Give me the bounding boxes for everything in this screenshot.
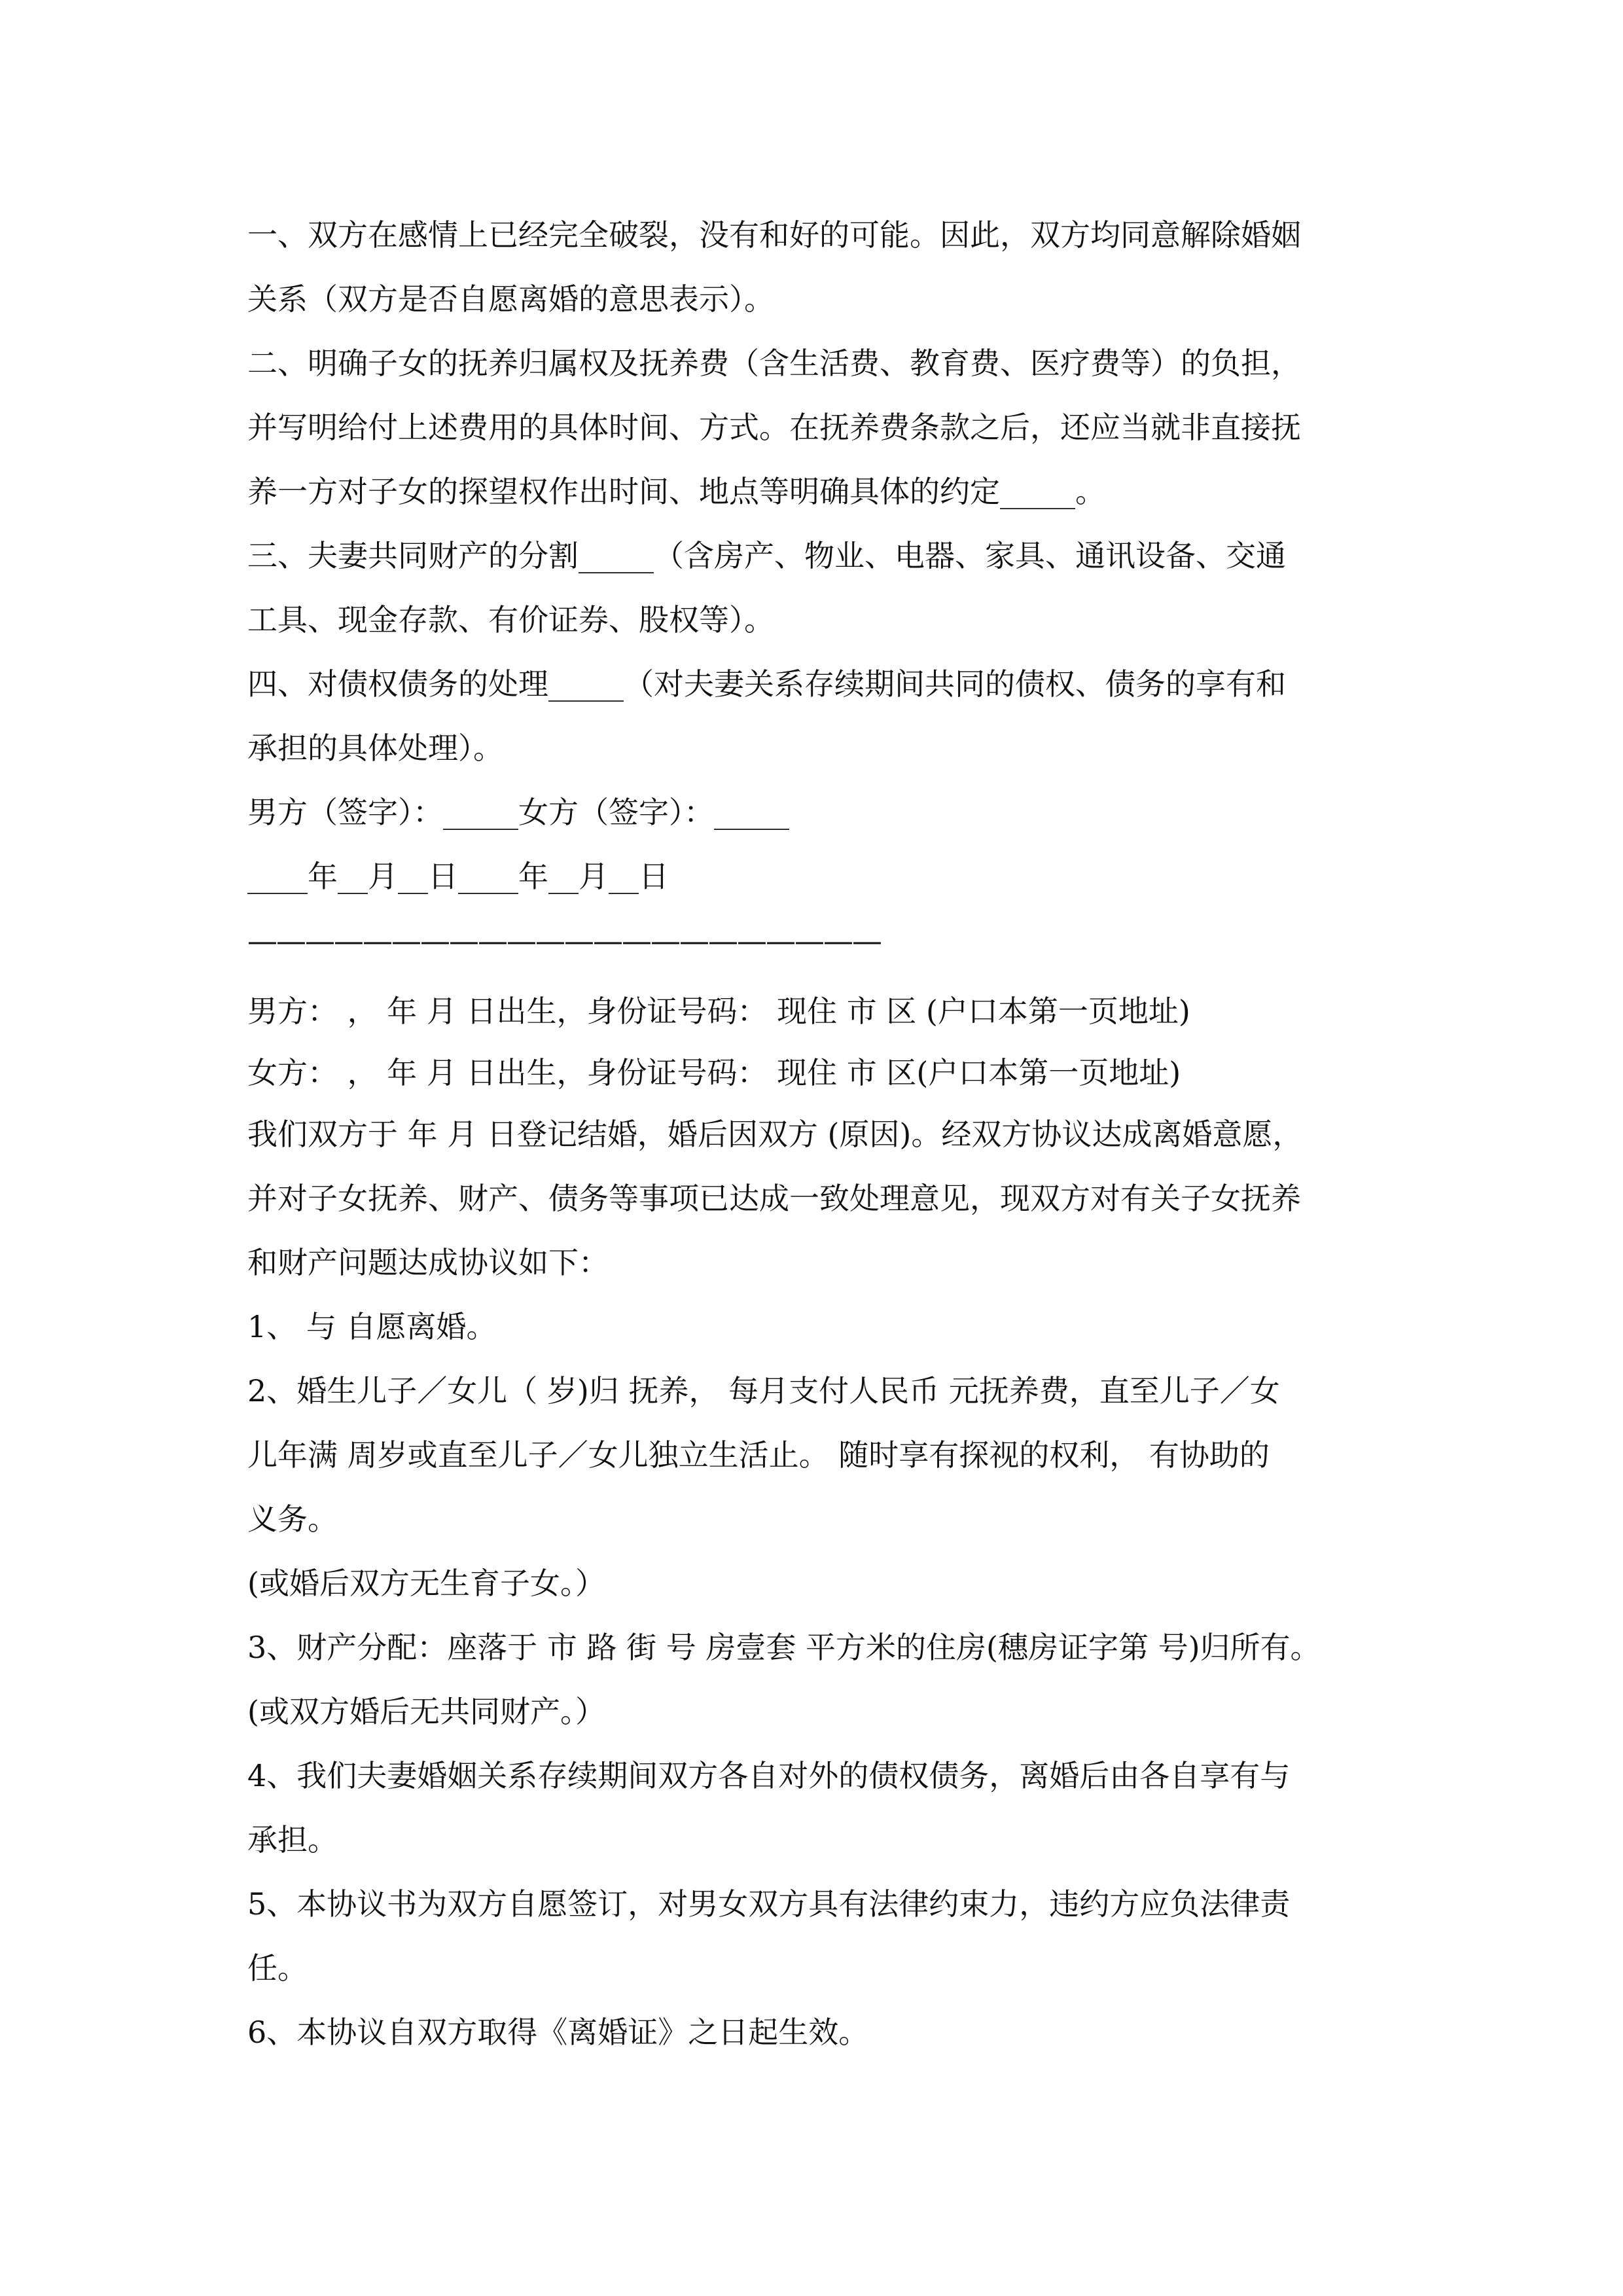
clause-line: 儿年满 周岁或直至儿子／女儿独立生活止。 随时享有探视的权利， 有协助的: [247, 1437, 1270, 1473]
clause-line: 4、我们夫妻婚姻关系存续期间双方各自对外的债权债务，离婚后由各自享有与: [247, 1758, 1291, 1793]
clause-line: (或婚后双方无生育子女。）: [247, 1566, 605, 1601]
clause-line: (或双方婚后无共同财产。）: [247, 1694, 605, 1729]
paragraph-line: 承担的具体处理）。: [247, 730, 503, 766]
clause-line: 3、财产分配：座落于 市 路 街 号 房壹套 平方米的住房(穗房证字第 号)归所有。: [247, 1630, 1321, 1665]
document-body: [247, 203, 1380, 2064]
clause-line: 任。: [247, 1950, 308, 1986]
clause-line: 5、本协议书为双方自愿签订，对男女双方具有法律约束力，违约方应负法律责: [247, 1886, 1291, 1922]
paragraph-line: 三、夫妻共同财产的分割_____（含房产、物业、电器、家具、通讯设备、交通: [247, 538, 1286, 573]
clause-line: 1、 与 自愿离婚。: [247, 1309, 497, 1344]
paragraph-line: 并对子女抚养、财产、债务等事项已达成一致处理意见，现双方对有关子女抚养: [247, 1181, 1301, 1216]
paragraph-line: 工具、现金存款、有价证券、股权等）。: [247, 602, 774, 637]
clause-line: 义务。: [247, 1501, 338, 1537]
section-divider: ——————————————————————: [247, 923, 881, 958]
paragraph-line: 二、明确子女的抚养归属权及抚养费（含生活费、教育费、医疗费等）的负担，: [247, 346, 1301, 381]
paragraph-line: 关系（双方是否自愿离婚的意思表示）。: [247, 281, 774, 317]
paragraph-line: 四、对债权债务的处理_____（对夫妻关系存续期间共同的债权、债务的享有和: [247, 666, 1286, 702]
paragraph-line: 和财产问题达成协议如下：: [247, 1245, 609, 1280]
party-info-line: 男方： ， 年 月 日出生，身份证号码： 现住 市 区 (户口本第一页地址): [247, 994, 1190, 1029]
clause-line: 2、婚生儿子／女儿（ 岁)归 抚养， 每月支付人民币 元抚养费，直至儿子／女: [247, 1373, 1280, 1408]
date-line: ____年__月__日____年__月__日: [247, 859, 669, 894]
party-info-line: 女方： ， 年 月 日出生，身份证号码： 现住 市 区(户口本第一页地址): [247, 1055, 1181, 1090]
paragraph-line: 我们双方于 年 月 日登记结婚，婚后因双方 (原因)。经双方协议达成离婚意愿，: [247, 1117, 1303, 1152]
paragraph-line: 并写明给付上述费用的具体时间、方式。在抚养费条款之后，还应当就非直接抚: [247, 410, 1301, 445]
clause-line: 承担。: [247, 1822, 338, 1857]
paragraph-line: 养一方对子女的探望权作出时间、地点等明确具体的约定_____。: [247, 474, 1105, 509]
clause-line: 6、本协议自双方取得《离婚证》之日起生效。: [247, 2015, 869, 2050]
paragraph-line: 一、双方在感情上已经完全破裂，没有和好的可能。因此，双方均同意解除婚姻: [247, 217, 1301, 253]
signature-line: 男方（签字）：_____女方（签字）：_____: [247, 795, 789, 830]
divider-spacer: [247, 973, 1380, 979]
